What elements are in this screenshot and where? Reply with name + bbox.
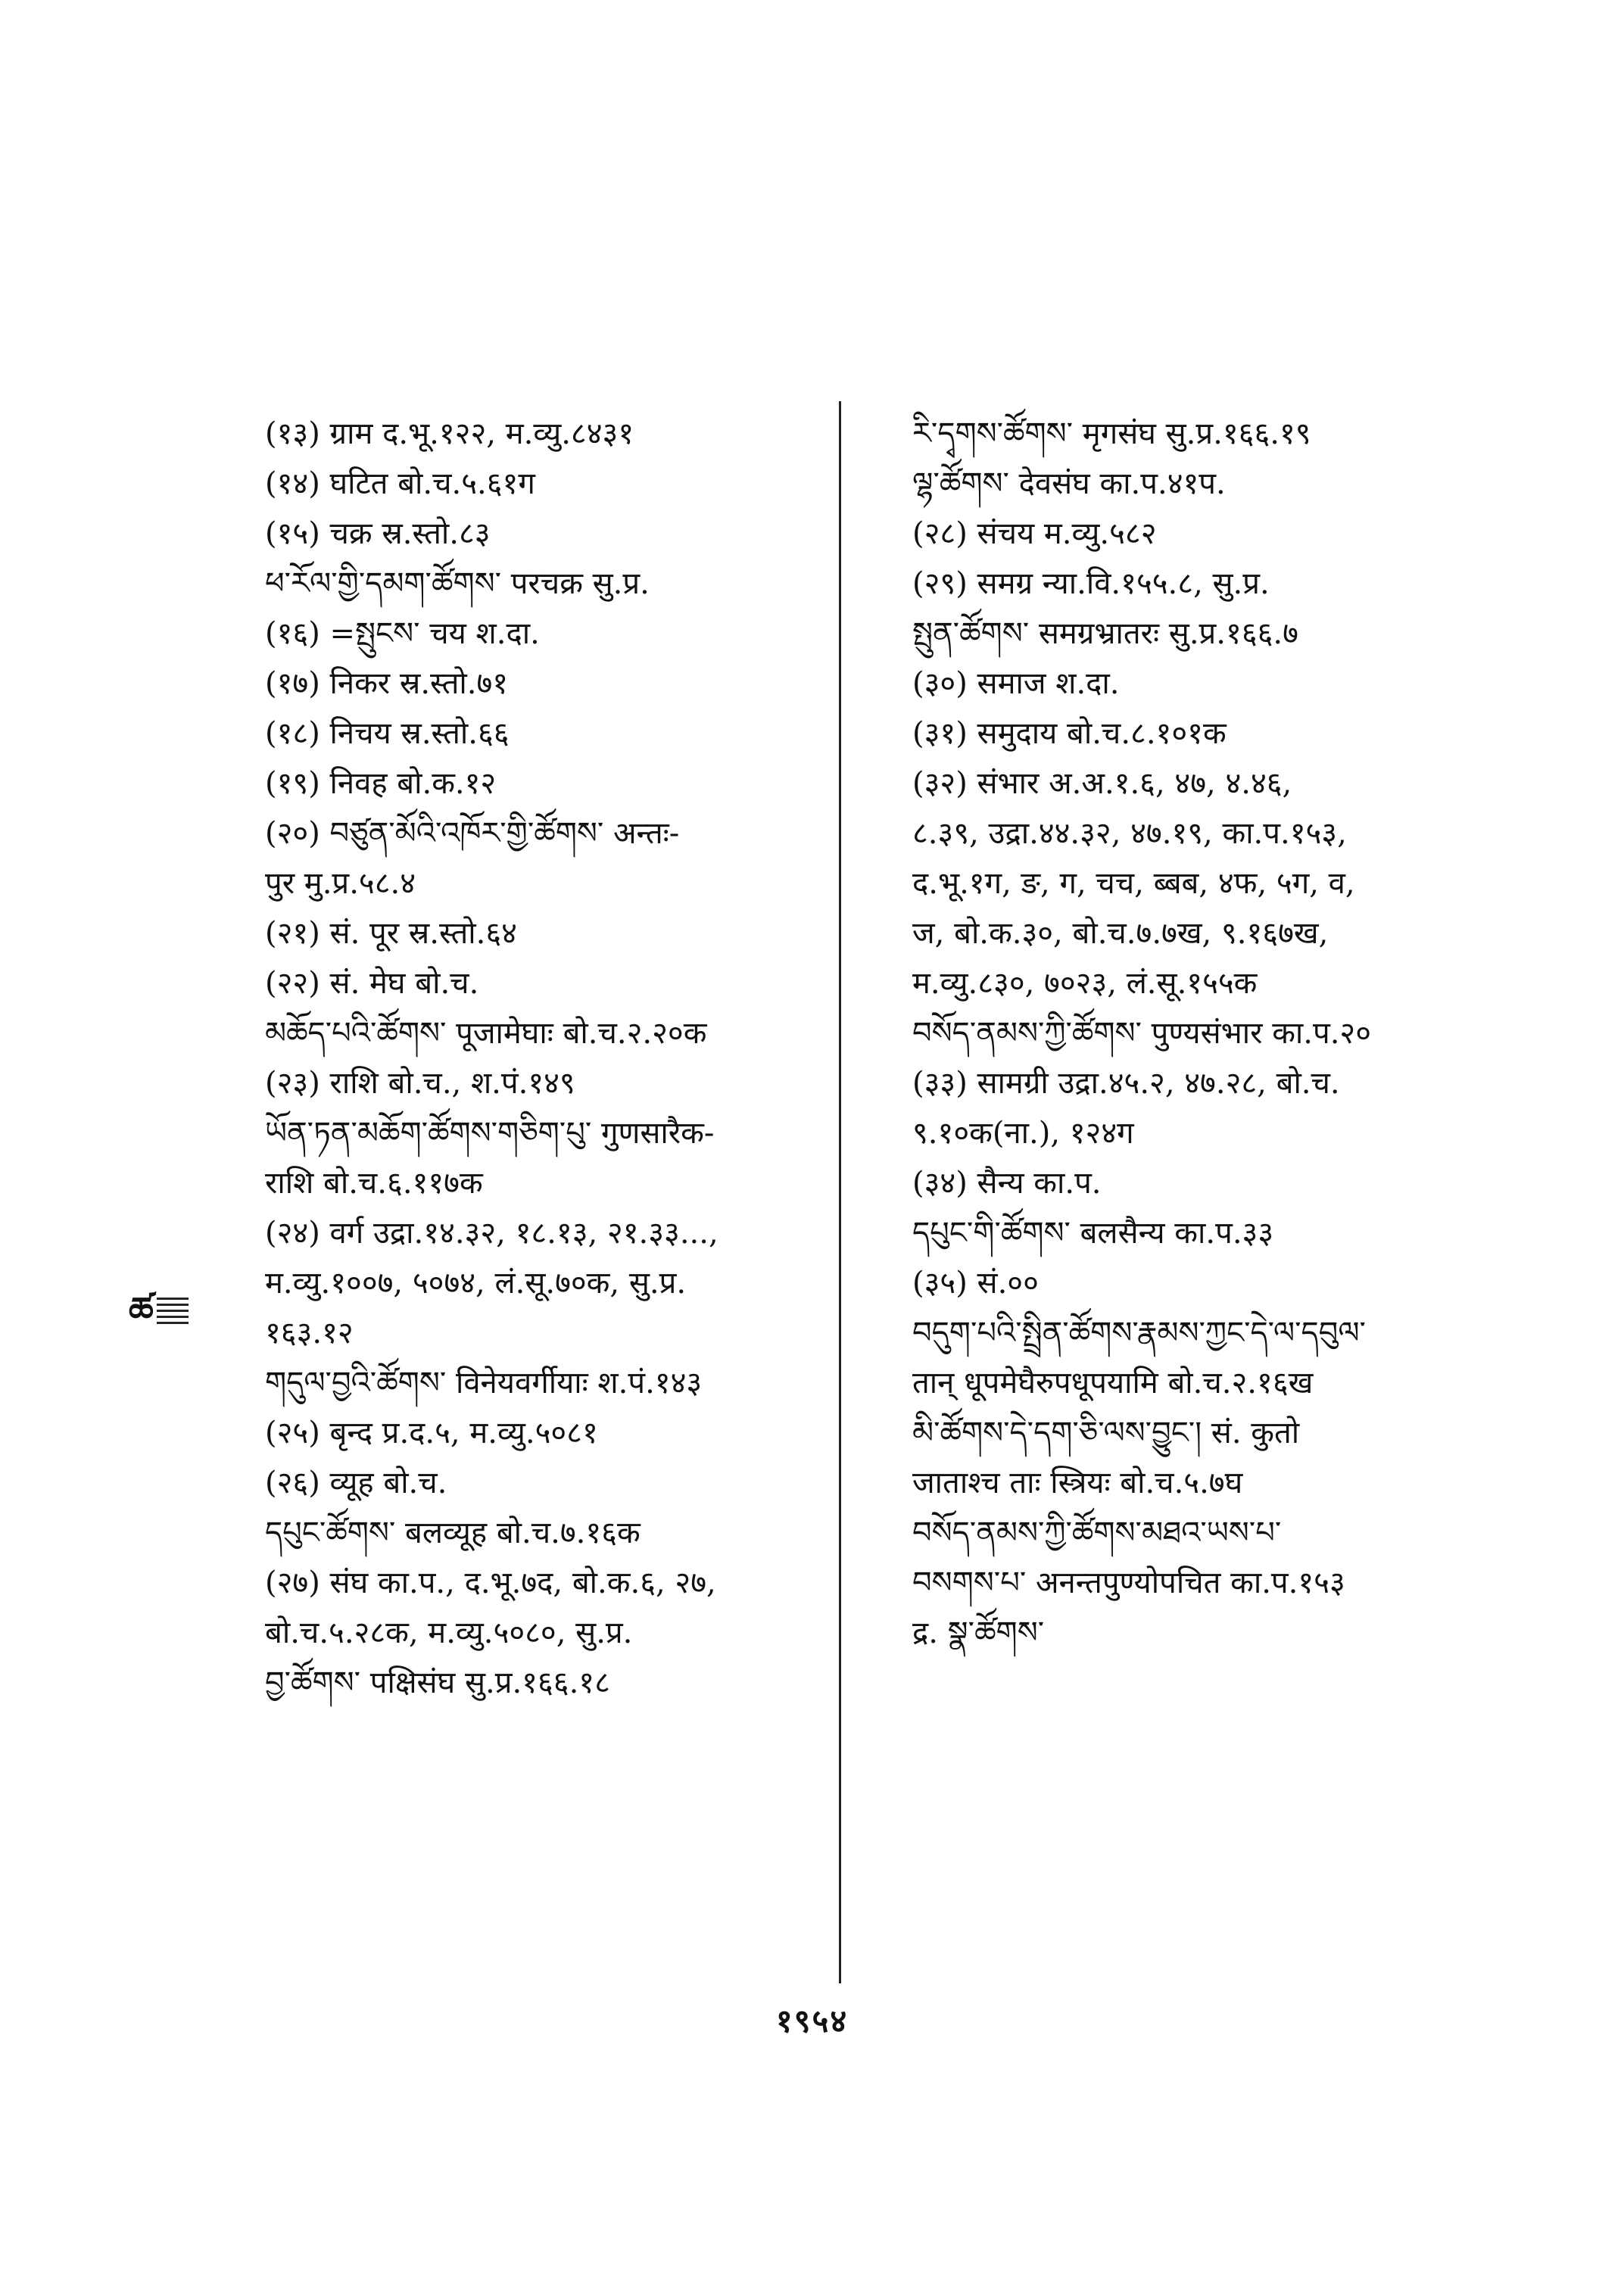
entry-line: (२३) राशि बो.च., श.पं.१४९: [265, 1066, 575, 1101]
entry-line: (२१) सं. पूर स्र.स्तो.६४: [265, 916, 517, 951]
entry-line: (३५) सं.००: [912, 1266, 1039, 1301]
entry-line: द.भू.१ग, ङ, ग, चच, ब्बब, ४फ, ५ग, व,: [912, 866, 1355, 901]
entry-line: ज, बो.क.३०, बो.च.७.७ख, ९.१६७ख,: [912, 916, 1329, 951]
entry-line: གདུལ་བྱའི་ཚོགས་ विनेयवर्गीयाः श.पं.१४३: [265, 1366, 703, 1400]
entry-line: (२२) सं. मेघ बो.च.: [265, 966, 479, 1001]
entry-line: ९.१०क(ना.), १२४ग: [912, 1116, 1134, 1151]
entry-line: མཆོད་པའི་ཚོགས་ पूजामेघाः बो.च.२.२०क: [265, 1016, 707, 1051]
entry-line: राशि बो.च.६.११७क: [265, 1166, 483, 1201]
entry-line: तान् धूपमेघैरुपधूपयामि बो.च.२.१६ख: [912, 1366, 1314, 1400]
entry-line: (१९) निवह बो.क.१२: [265, 766, 497, 801]
entry-line: (२७) संघ का.प., द.भू.७द, बो.क.६, २७,: [265, 1566, 716, 1600]
entry-line: བསོད་ནམས་ཀྱི་ཚོགས་ पुण्यसंभार का.प.२०: [912, 1016, 1372, 1051]
entry-line: पुर मु.प्र.५८.४: [265, 866, 416, 901]
column-divider: [839, 401, 841, 1983]
entry-line: བྱ་ཚོགས་ पक्षिसंघ सु.प्र.१६६.१८: [265, 1665, 610, 1700]
entry-line: (२४) वर्ग उद्रा.१४.३२, १८.१३, २१.३३...,: [265, 1216, 718, 1251]
left-column: [265, 409, 909, 1708]
entry-line: १६३.१२: [265, 1316, 354, 1351]
entry-line: (३४) सैन्य का.प.: [912, 1166, 1102, 1201]
entry-line: (२०) བཙུན་མོའི་འཁོར་གྱི་ཚོགས་ अन्तः-: [265, 816, 680, 851]
entry-line: (२६) व्यूह बो.च.: [265, 1466, 447, 1500]
entry-line: (२९) समग्र न्या.वि.१५५.८, सु.प्र.: [912, 566, 1270, 601]
entry-line: སྤུན་ཚོགས་ समग्रभ्रातरः सु.प्र.१६६.७: [912, 616, 1298, 651]
entry-line: बो.च.५.२८क, म.व्यु.५०८०, सु.प्र.: [265, 1615, 633, 1650]
margin-section-mark: [129, 1272, 189, 1369]
page-number: १९५४: [775, 2002, 849, 2039]
entry-line: (१३) ग्राम द.भू.१२२, म.व्यु.८४३१: [265, 416, 634, 451]
entry-line: म.व्यु.१००७, ५०७४, लं.सू.७०क, सु.प्र.: [265, 1266, 687, 1301]
right-column: [912, 409, 1556, 1658]
entry-line: (२५) बृन्द प्र.द.५, म.व्यु.५०८१: [265, 1416, 598, 1450]
entry-line: བདུག་པའི་སྤྲིན་ཚོགས་རྣམས་ཀྱང་དེ་ལ་དབུལ་: [912, 1316, 1366, 1351]
entry-line: ཡོན་ཏན་མཆོག་ཚོགས་གཅིག་པུ་ गुणसारैक-: [265, 1116, 715, 1151]
entry-line: བསགས་པ་ अनन्तपुण्योपचित का.प.१५३: [912, 1566, 1345, 1600]
entry-line: (३१) समुदाय बो.च.८.१०१क: [912, 716, 1227, 751]
entry-line: (३०) समाज श.दा.: [912, 666, 1120, 701]
entry-line: (१४) घटित बो.च.५.६१ग: [265, 466, 535, 501]
entry-line: (१७) निकर स्र.स्तो.७१: [265, 666, 509, 701]
entry-line: རི་དྭགས་ཚོགས་ मृगसंघ सु.प्र.१६६.१९: [912, 416, 1311, 451]
entry-line: དཔུང་ཚོགས་ बलव्यूह बो.च.७.१६क: [265, 1516, 641, 1550]
entry-line: བསོད་ནམས་ཀྱི་ཚོགས་མཐའ་ཡས་པ་: [912, 1516, 1282, 1550]
entry-line: (१५) चक्र स्र.स्तो.८३: [265, 516, 491, 551]
entry-line: མི་ཚོགས་དེ་དག་ཅི་ལས་བྱུང་། सं. कुतो: [912, 1416, 1300, 1450]
margin-mark-letter: ཚ: [129, 1289, 154, 1330]
entry-line: ཕ་རོལ་གྱི་དམག་ཚོགས་ परचक्र सु.प्र.: [265, 566, 650, 601]
entry-line: ८.३९, उद्रा.४४.३२, ४७.१९, का.प.१५३,: [912, 816, 1347, 851]
entry-line: (३३) सामग्री उद्रा.४५.२, ४७.२८, बो.च.: [912, 1066, 1340, 1101]
entry-line: ལྷ་ཚོགས་ देवसंघ का.प.४१प.: [912, 466, 1226, 501]
margin-mark-rule: [157, 1298, 189, 1328]
entry-line: जाताश्च ताः स्त्रियः बो.च.५.७घ: [912, 1466, 1243, 1500]
entry-line: (१८) निचय स्र.स्तो.६६: [265, 716, 510, 751]
entry-line: (३२) संभार अ.अ.१.६, ४७, ४.४६,: [912, 766, 1292, 801]
entry-line: དཔུང་གི་ཚོགས་ बलसैन्य का.प.३३: [912, 1216, 1274, 1251]
entry-line: (१६) =སྤུངས་ चय श.दा.: [265, 616, 540, 651]
entry-line: (२८) संचय म.व्यु.५८२: [912, 516, 1157, 551]
entry-line: द्र. སྣ་ཚོགས་: [912, 1615, 1045, 1650]
entry-line: म.व्यु.८३०, ७०२३, लं.सू.१५५क: [912, 966, 1258, 1001]
